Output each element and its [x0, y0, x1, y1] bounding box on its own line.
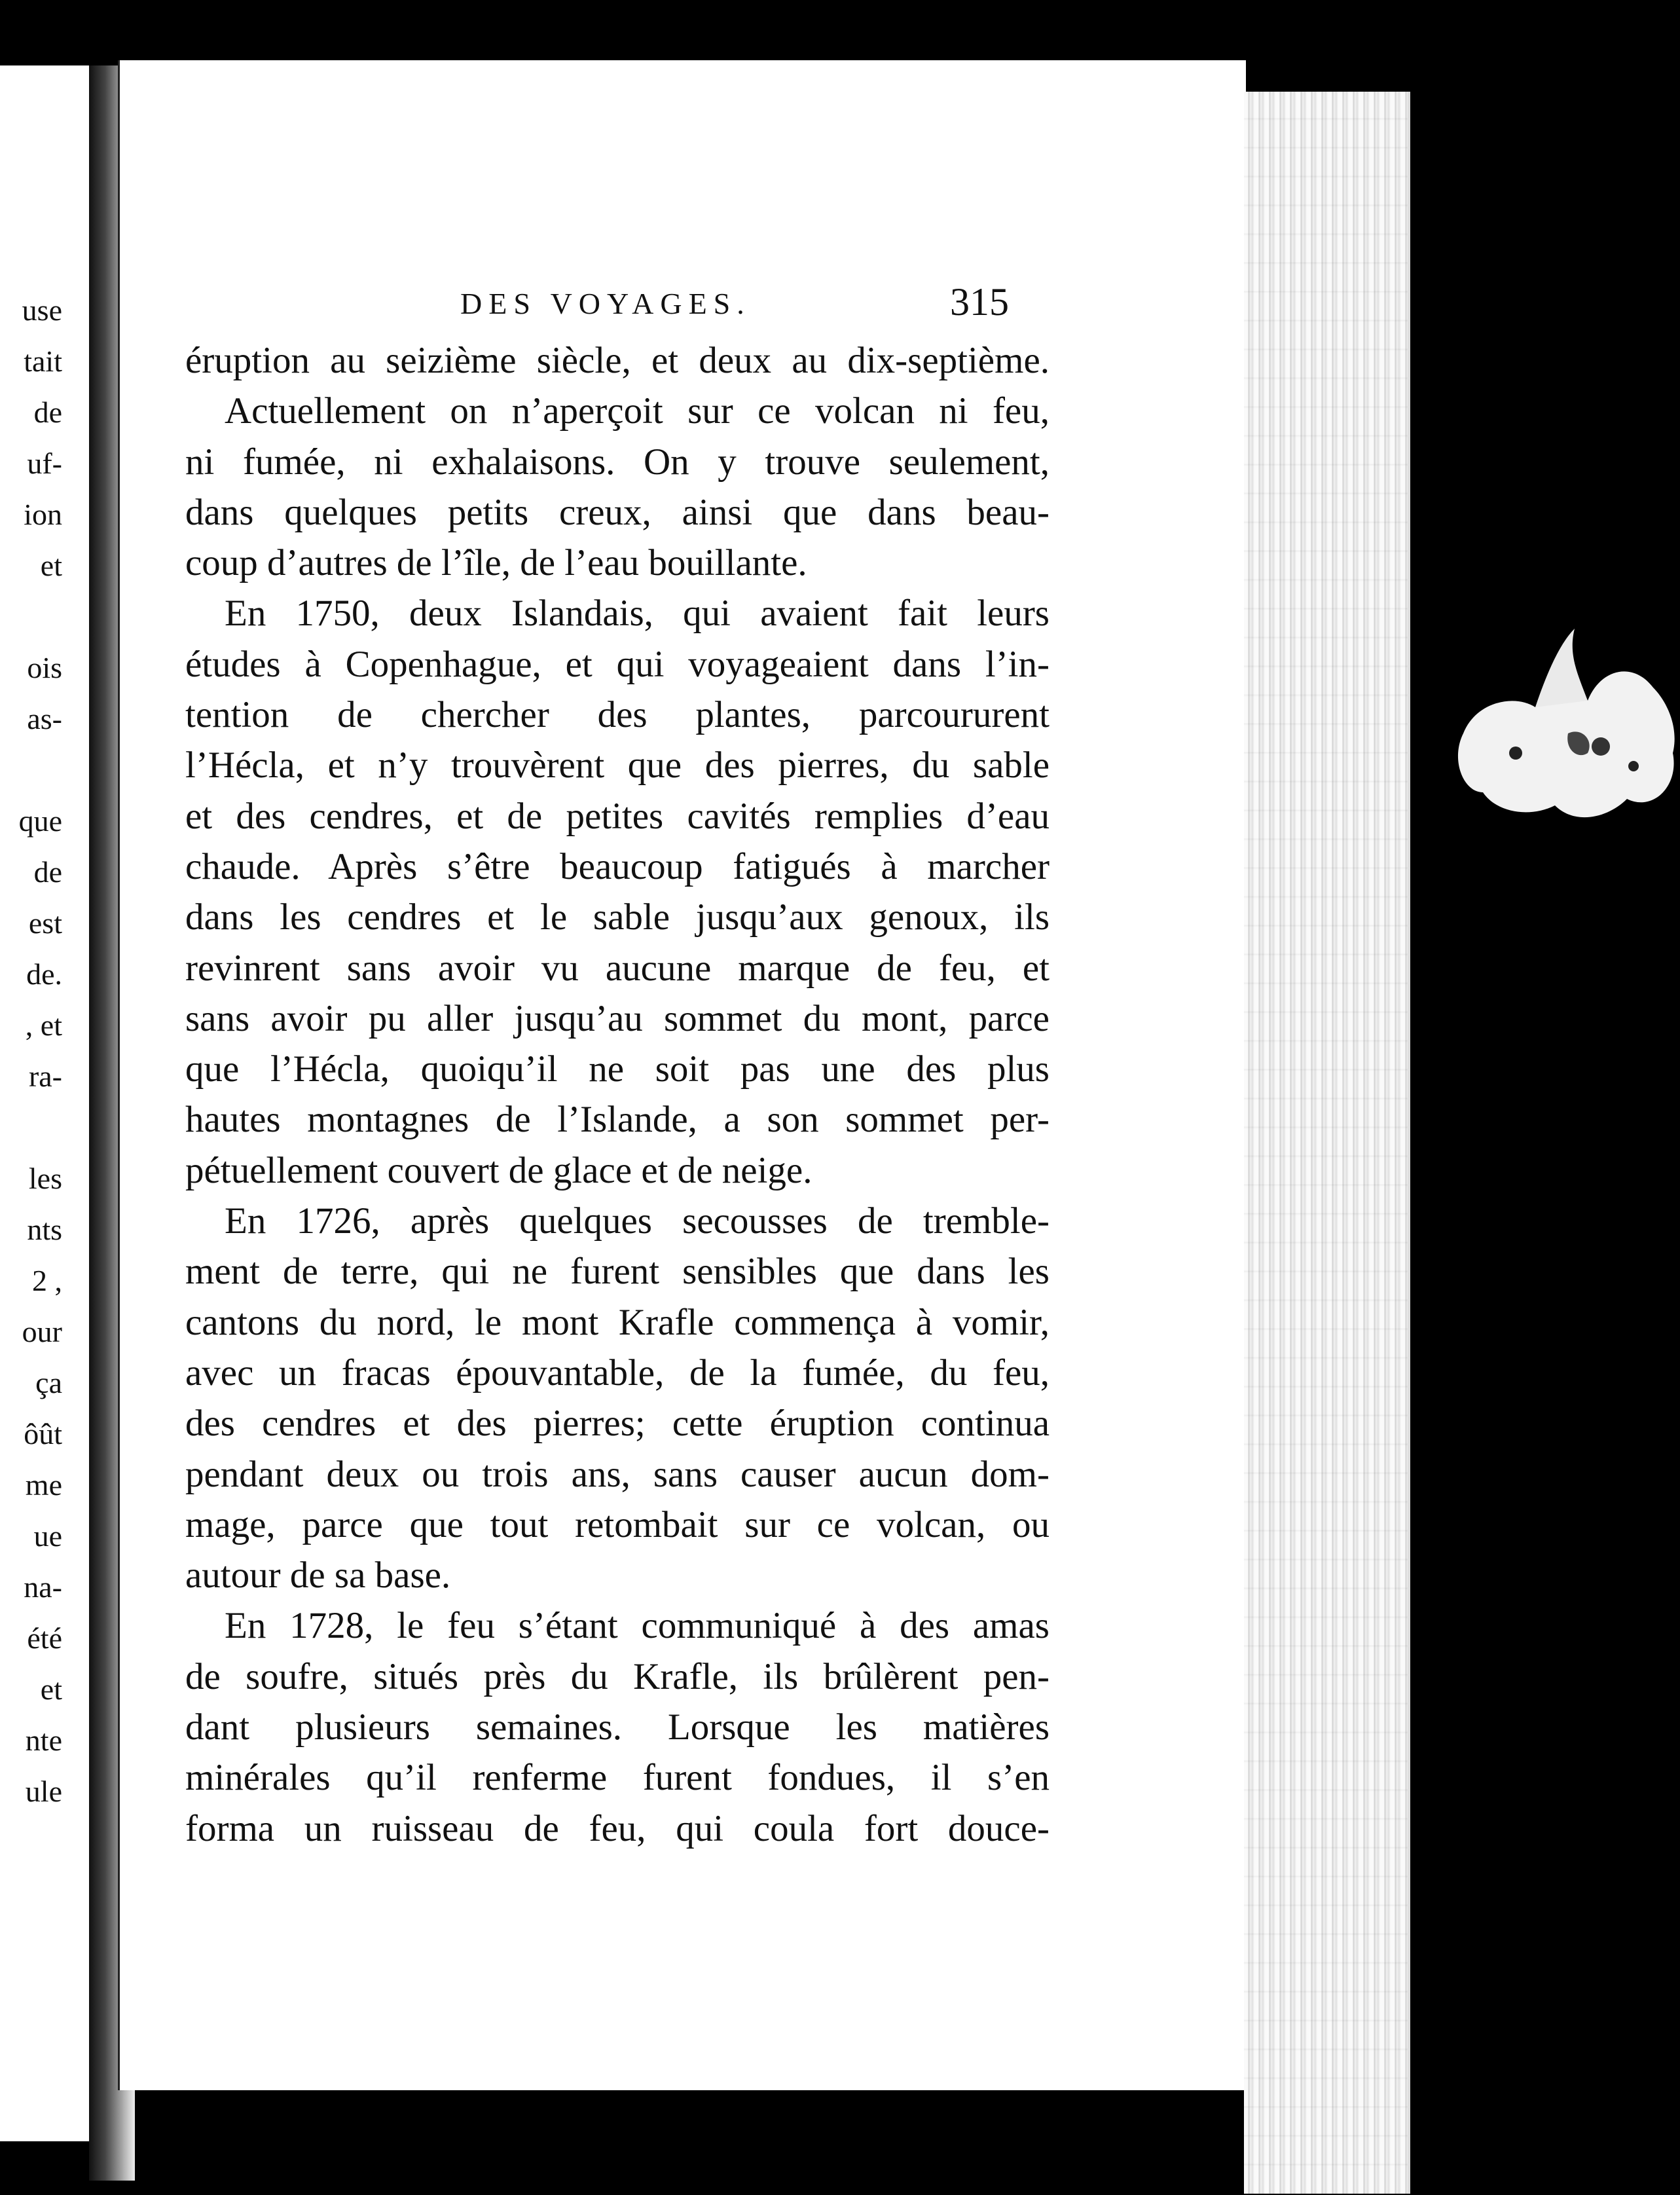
facing-fragment: de — [33, 855, 62, 889]
facing-fragment: ôût — [24, 1417, 62, 1450]
text-line: dans quelques petits creux, ainsi que dans beau- — [185, 491, 1050, 533]
running-title: DES VOYAGES. — [460, 287, 751, 320]
facing-page-text-column — [0, 285, 62, 1817]
paper-debris — [1437, 602, 1679, 864]
facing-fragment: été — [27, 1621, 62, 1655]
facing-fragment: ça — [35, 1366, 62, 1399]
text-line: revinrent sans avoir vu aucune marque de feu, et — [185, 947, 1050, 989]
text-line: pendant deux ou trois ans, sans causer aucun dom- — [185, 1453, 1050, 1495]
text-line: de soufre, situés près du Krafle, ils brûlèrent pen- — [185, 1655, 1050, 1697]
text-line: cantons du nord, le mont Krafle commença à vomir, — [185, 1301, 1050, 1343]
text-line: dant plusieurs semaines. Lorsque les matières — [185, 1706, 1050, 1748]
facing-fragment: est — [28, 906, 62, 940]
text-line: chaude. Après s’être beaucoup fatigués à marcher — [185, 845, 1050, 887]
facing-fragment: our — [22, 1315, 62, 1348]
facing-fragment — [0, 591, 62, 642]
facing-fragment: as- — [27, 702, 62, 735]
facing-fragment: nte — [25, 1724, 62, 1757]
text-line: En 1728, le feu s’étant communiqué à des amas — [225, 1605, 1050, 1647]
body-text — [185, 335, 1050, 1854]
facing-fragment: ois — [27, 651, 62, 684]
facing-fragment: ue — [33, 1519, 62, 1553]
text-line: tention de chercher des plantes, parcoururent — [185, 694, 1050, 736]
text-line: dans les cendres et le sable jusqu’aux genoux, ils — [185, 896, 1050, 938]
text-line: minérales qu’il renferme furent fondues, il s’en — [185, 1757, 1050, 1799]
facing-fragment: uf- — [27, 447, 62, 480]
facing-fragment — [0, 745, 62, 796]
text-line: Actuellement on n’aperçoit sur ce volcan ni feu, — [225, 390, 1050, 432]
facing-fragment: et — [40, 549, 62, 582]
facing-fragment: que — [18, 804, 62, 838]
facing-fragment: ra- — [28, 1060, 62, 1093]
text-line: éruption au seizième siècle, et deux au dix-septième. — [185, 340, 1050, 381]
facing-fragment: de. — [26, 957, 62, 991]
book-page — [118, 60, 1246, 2090]
text-line: coup d’autres de l’île, de l’eau bouillante. — [185, 542, 807, 584]
text-line: sans avoir pu aller jusqu’au sommet du mont, parce — [185, 997, 1050, 1039]
text-line: études à Copenhague, et qui voyageaient dans l’in- — [185, 643, 1050, 685]
text-line: forma un ruisseau de feu, qui coula fort douce- — [185, 1807, 1050, 1849]
facing-fragment: use — [22, 293, 62, 327]
facing-fragment: ion — [24, 498, 62, 531]
text-line: autour de sa base. — [185, 1555, 451, 1596]
page-edges — [1244, 92, 1410, 2194]
facing-page — [0, 65, 93, 2141]
facing-fragment: ule — [25, 1775, 62, 1808]
facing-fragment: , et — [25, 1008, 62, 1042]
facing-fragment: tait — [24, 344, 62, 378]
text-line: En 1726, après quelques secousses de tremble- — [225, 1200, 1050, 1242]
text-line: pétuellement couvert de glace et de neige. — [185, 1149, 813, 1191]
facing-fragment: na- — [24, 1570, 62, 1604]
facing-fragment: les — [28, 1162, 62, 1195]
text-line: que l’Hécla, quoiqu’il ne soit pas une des plus — [185, 1048, 1050, 1090]
text-line: mage, parce que tout retombait sur ce volcan, ou — [185, 1503, 1050, 1545]
text-line: et des cendres, et de petites cavités remplies d’eau — [185, 795, 1050, 837]
text-line: l’Hécla, et n’y trouvèrent que des pierres, du sable — [185, 745, 1050, 786]
running-head — [120, 280, 1246, 332]
facing-fragment: et — [40, 1672, 62, 1706]
facing-fragment: me — [25, 1468, 62, 1502]
text-line: En 1750, deux Islandais, qui avaient fait leurs — [225, 593, 1050, 635]
facing-fragment: 2 , — [32, 1264, 62, 1297]
text-line: avec un fracas épouvantable, de la fumée, du feu, — [185, 1352, 1050, 1393]
text-line: hautes montagnes de l’Islande, a son sommet per- — [185, 1099, 1050, 1141]
facing-fragment: de — [33, 396, 62, 429]
facing-fragment: nts — [27, 1213, 62, 1246]
text-line: des cendres et des pierres; cette éruption continua — [185, 1403, 1050, 1445]
facing-fragment — [0, 1102, 62, 1153]
page-number: 315 — [950, 280, 1009, 323]
text-line: ni fumée, ni exhalaisons. On y trouve seulement, — [185, 441, 1050, 483]
text-line: ment de terre, qui ne furent sensibles que dans les — [185, 1251, 1050, 1293]
